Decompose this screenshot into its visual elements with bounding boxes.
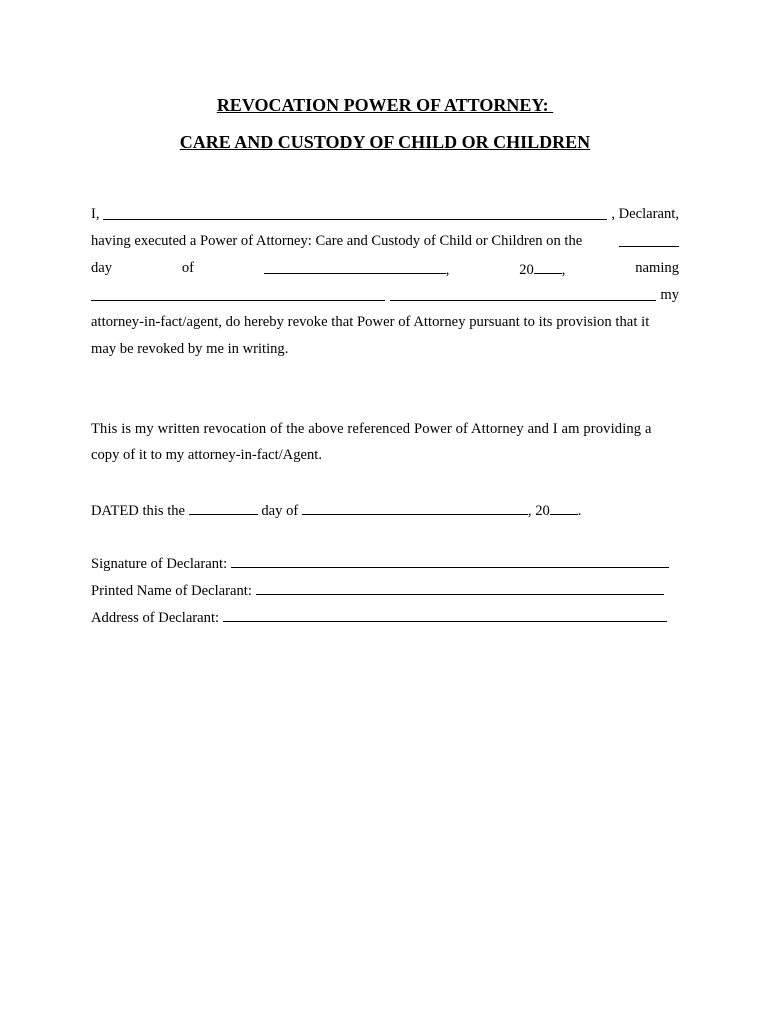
title-line-1: REVOCATION POWER OF ATTORNEY: [216,95,554,115]
signature-line [91,553,679,573]
dated-line [91,500,679,520]
para1-line5: attorney-in-fact/agent, do hereby revoke that Power of Attorney pursuant to its provision that it [91,314,650,330]
address-line [91,607,679,627]
printed-name-line [91,580,679,600]
attorney-name-blank-2[interactable] [390,286,656,301]
printed-name-blank[interactable] [256,580,664,595]
signature-label: Signature of Declarant: [91,556,228,572]
day-of-label: day of [261,503,299,519]
attorney-name-blank-1[interactable] [91,286,385,301]
address-label: Address of Declarant: [91,610,220,626]
printed-name-label: Printed Name of Declarant: [91,583,252,599]
year-prefix: 20 [519,262,534,278]
dated-year-blank[interactable] [550,500,578,515]
signature-blank[interactable] [231,553,669,568]
executed-year-blank[interactable] [534,259,562,274]
dated-month-blank[interactable] [302,500,528,515]
executed-text: having executed a Power of Attorney: Care and Custody of Child or Children on the [91,233,583,249]
dated-label: DATED this the [91,503,186,519]
executed-month-blank[interactable] [264,259,446,274]
dated-end: . [577,503,582,519]
para2-line2: copy of it to my attorney-in-fact/Agent. [91,447,322,463]
declarant-i: I, [91,206,100,222]
para1-line6: may be revoked by me in writing. [91,341,289,357]
para2-line1: This is my written revocation of the above referenced Power of Attorney and I am providing a [91,421,652,437]
month-comma: , [445,262,450,278]
year-comma: , [561,262,566,278]
para1-line2 [91,232,679,250]
dated-day-blank[interactable] [189,500,258,515]
declarant-label: , Declarant, [611,206,679,222]
address-blank[interactable] [223,607,667,622]
para1-line1 [91,205,679,223]
dated-year-prefix: , 20 [527,503,550,519]
day-label: day [91,260,113,276]
declarant-name-blank[interactable] [103,205,607,220]
para1-line4 [91,286,679,304]
para1-line3 [91,259,679,279]
executed-day-blank[interactable] [619,232,679,247]
title-line-2: CARE AND CUSTODY OF CHILD OR CHILDREN [179,132,591,152]
of-label: of [181,260,195,276]
naming-label: naming [635,260,679,276]
my-label: my [660,287,679,303]
